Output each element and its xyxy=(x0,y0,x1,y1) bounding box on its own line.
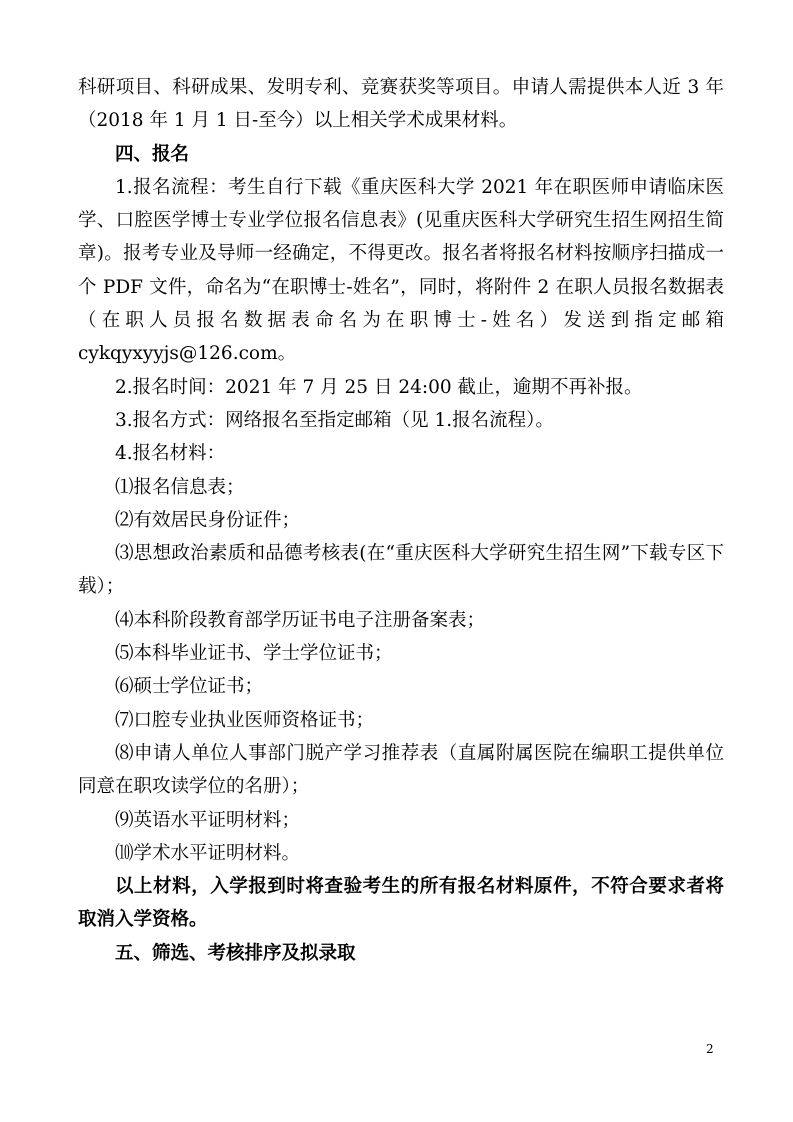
paragraph-registration-materials: 4.报名材料： xyxy=(115,443,226,465)
paragraph-research-items: 科研项目、科研成果、发明专利、竞赛获奖等项目。申请人需提供本人近 3 年（2018 年 1 月 1 日-至今）以上相关学术成果材料。 xyxy=(78,77,724,132)
list-item-material-7: ⑺口腔专业执业医师资格证书； xyxy=(115,709,375,731)
section-heading-registration: 四、报名 xyxy=(115,143,190,165)
list-item-material-1: ⑴报名信息表； xyxy=(115,476,245,498)
section-heading-screening: 五、筛选、考核排序及拟录取 xyxy=(115,942,356,964)
page-number: 2 xyxy=(706,1042,714,1056)
paragraph-registration-method: 3.报名方式：网络报名至指定邮箱（见 1.报名流程）。 xyxy=(115,409,554,431)
paragraph-verification-note: 以上材料，入学报到时将查验考生的所有报名材料原件，不符合要求者将取消入学资格。 xyxy=(78,876,724,931)
list-item-material-6: ⑹硕士学位证书； xyxy=(115,676,264,698)
document-body xyxy=(78,71,724,970)
paragraph-registration-process: 1.报名流程：考生自行下载《重庆医科大学 2021 年在职医师申请临床医学、口腔医学博士专业学位报名信息表》(见重庆医科大学研究生招生网招生简章)。报考专业及导师一经确定，不得更改。报名者将报名材料按顺序扫描成一个 PDF 文件，命名为“在职博士-姓名”，同时，将附件 2 在职人员报名数据表（在职人员报名数据表命名为在职博士-姓名）发送到指定邮箱 cykqyxyyjs@126.com。 xyxy=(78,176,724,365)
list-item-material-10: ⑽学术水平证明材料。 xyxy=(115,842,301,864)
list-item-material-9: ⑼英语水平证明材料； xyxy=(115,809,301,831)
list-item-material-2: ⑵有效居民身份证件； xyxy=(115,509,301,531)
list-item-material-4: ⑷本科阶段教育部学历证书电子注册备案表； xyxy=(115,609,486,631)
list-item-material-5: ⑸本科毕业证书、学士学位证书； xyxy=(115,643,393,665)
paragraph-registration-time: 2.报名时间：2021 年 7 月 25 日 24:00 截止，逾期不再补报。 xyxy=(115,376,643,398)
list-item-material-8: ⑻申请人单位人事部门脱产学习推荐表（直属附属医院在编职工提供单位同意在职攻读学位的名册）； xyxy=(78,742,724,798)
list-item-material-3: ⑶思想政治素质和品德考核表(在“重庆医科大学研究生招生网”下载专区下载）； xyxy=(78,543,724,598)
